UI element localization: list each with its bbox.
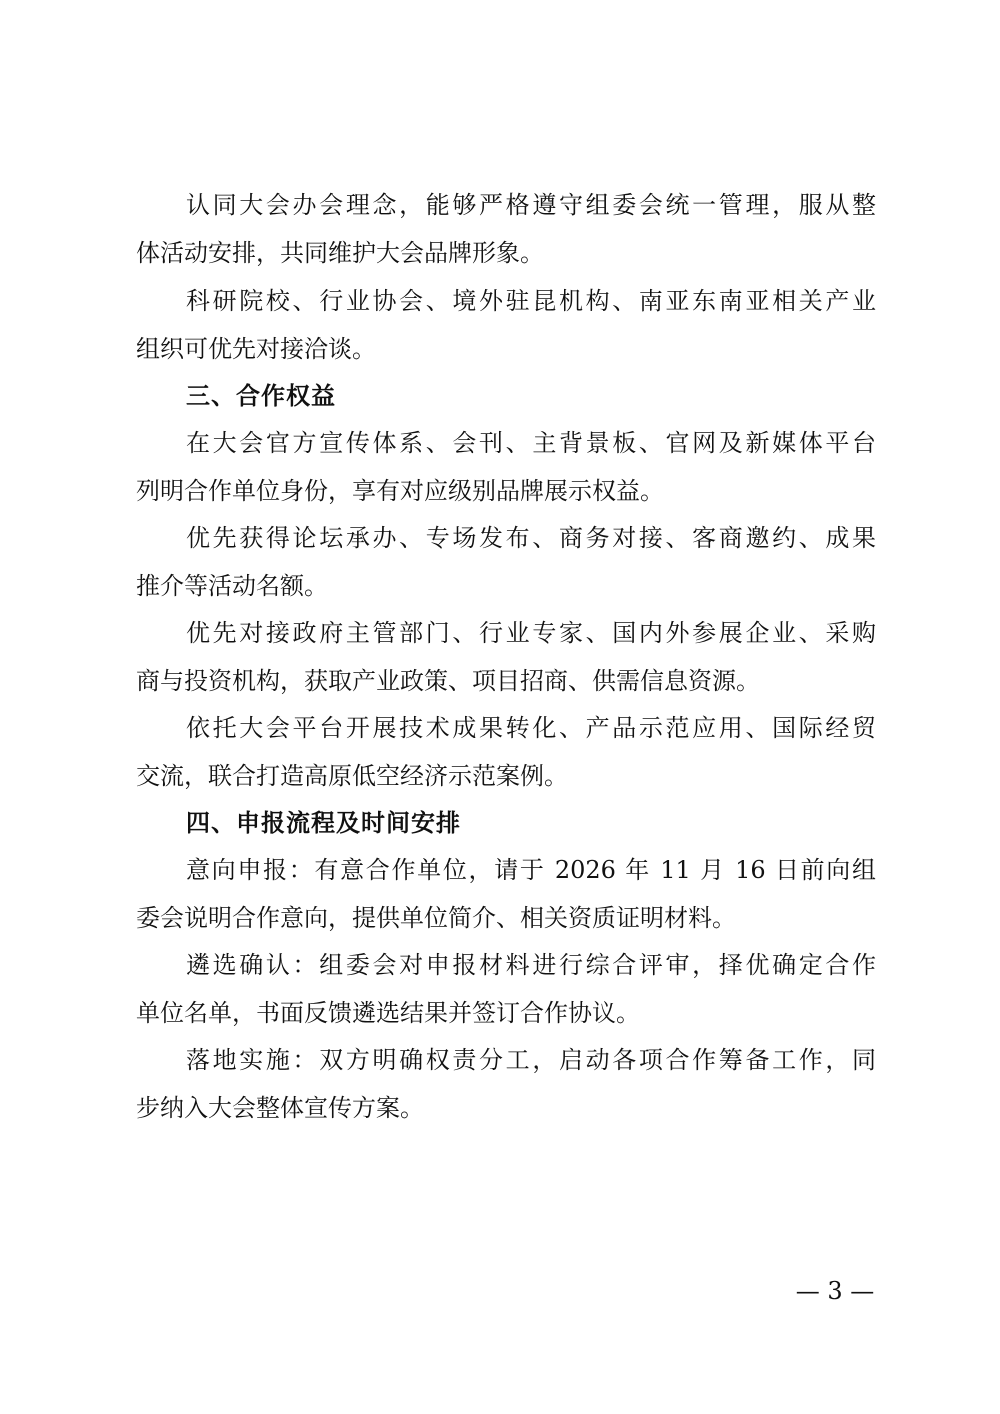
section-heading-application-process: 四、申报流程及时间安排 — [186, 809, 461, 837]
paragraph-line: 认同大会办会理念，能够严格遵守组委会统一管理，服从整 — [186, 191, 876, 219]
paragraph-line: 落地实施：双方明确权责分工，启动各项合作筹备工作，同 — [186, 1046, 876, 1074]
paragraph-line: 组织可优先对接洽谈。 — [136, 335, 376, 363]
paragraph-line: 遴选确认：组委会对申报材料进行综合评审，择优确定合作 — [186, 951, 876, 979]
paragraph-line: 体活动安排，共同维护大会品牌形象。 — [136, 239, 544, 267]
section-heading-cooperation-rights: 三、合作权益 — [186, 382, 336, 410]
paragraph-line: 列明合作单位身份，享有对应级别品牌展示权益。 — [136, 477, 664, 505]
paragraph-line: 依托大会平台开展技术成果转化、产品示范应用、国际经贸 — [186, 714, 876, 742]
paragraph-line: 在大会官方宣传体系、会刊、主背景板、官网及新媒体平台 — [186, 429, 876, 457]
paragraph-line: 单位名单，书面反馈遴选结果并签订合作协议。 — [136, 999, 640, 1027]
paragraph-line: 步纳入大会整体宣传方案。 — [136, 1094, 424, 1122]
paragraph-line: 意向申报：有意合作单位，请于 2026 年 11 月 16 日前向组 — [186, 856, 876, 884]
paragraph-line: 优先获得论坛承办、专场发布、商务对接、客商邀约、成果 — [186, 524, 876, 552]
page-number: — 3 — — [795, 1277, 875, 1305]
paragraph-line: 推介等活动名额。 — [136, 572, 328, 600]
paragraph-line: 商与投资机构，获取产业政策、项目招商、供需信息资源。 — [136, 667, 760, 695]
paragraph-line: 交流，联合打造高原低空经济示范案例。 — [136, 762, 568, 790]
paragraph-line: 委会说明合作意向，提供单位简介、相关资质证明材料。 — [136, 904, 736, 932]
paragraph-line: 科研院校、行业协会、境外驻昆机构、南亚东南亚相关产业 — [186, 287, 876, 315]
paragraph-line: 优先对接政府主管部门、行业专家、国内外参展企业、采购 — [186, 619, 876, 647]
